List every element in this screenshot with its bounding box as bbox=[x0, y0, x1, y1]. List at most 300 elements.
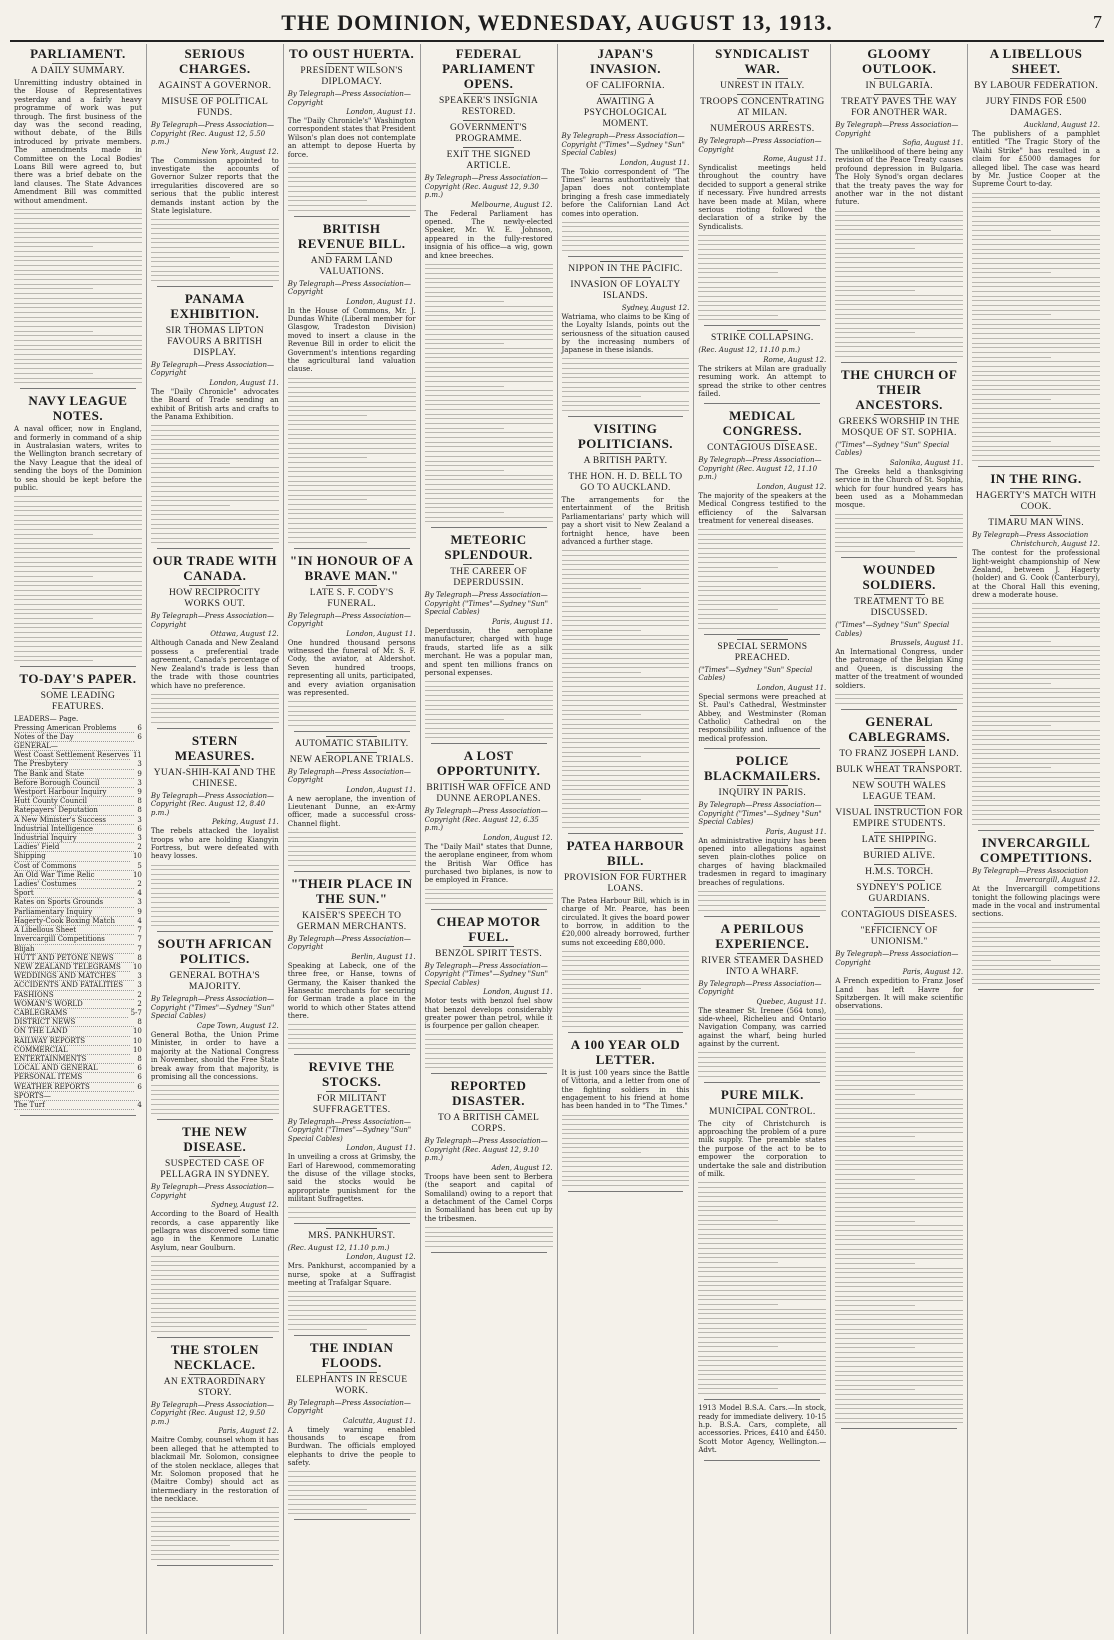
contents-page: 4 bbox=[137, 916, 142, 925]
article-place: London, August 11. bbox=[346, 629, 416, 638]
heading-rule bbox=[326, 736, 377, 737]
body-text-lines bbox=[151, 1256, 279, 1332]
contents-title: Hagerty-Cook Boxing Match bbox=[14, 917, 134, 926]
article-headline: TO OUST HUERTA. bbox=[289, 46, 415, 61]
article bbox=[972, 471, 1100, 825]
article-subheading: NEW AEROPLANE TRIALS. bbox=[289, 754, 414, 765]
contents-entry bbox=[14, 1018, 142, 1027]
article-place: London, August 11. bbox=[346, 297, 416, 306]
contents-page: 3 bbox=[137, 981, 142, 990]
article-dateline: By Telegraph—Press Association—Copyright bbox=[698, 137, 822, 154]
contents-title: Cost of Commons bbox=[14, 862, 134, 871]
article-place: Peking, August 11. bbox=[211, 818, 279, 827]
article-subheading: PRESIDENT WILSON'S DIPLOMACY. bbox=[300, 66, 403, 87]
contents-page: 6 bbox=[137, 1064, 142, 1073]
article-separator bbox=[704, 634, 820, 635]
heading-rule bbox=[189, 78, 240, 79]
article-separator bbox=[157, 931, 273, 932]
heading-rule bbox=[463, 946, 514, 947]
article-separator bbox=[20, 1115, 136, 1116]
article-subheading: THE HON. H. D. BELL TO GO TO AUCKLAND. bbox=[568, 472, 683, 494]
body-text-lines bbox=[562, 951, 690, 1027]
masthead-title: THE DOMINION, WEDNESDAY, AUGUST 13, 1913. bbox=[281, 10, 833, 35]
contents-title: GENERAL— bbox=[14, 742, 139, 751]
contents-title: Before Borough Council bbox=[14, 779, 134, 788]
article-separator bbox=[978, 466, 1094, 467]
contents-entry bbox=[14, 871, 142, 880]
body-text-lines bbox=[835, 694, 963, 704]
heading-rule bbox=[737, 1104, 788, 1105]
article-headline: THE INDIAN FLOODS. bbox=[310, 1339, 394, 1370]
article-body: The Patea Harbour Bill, which is in charge of Mr. Pearce, has been circulated. It gives the board power to borrow, in addition to the £20,000 already borrowed, further sums not exceeding £80,000. bbox=[561, 896, 690, 947]
article-separator bbox=[431, 743, 547, 744]
article bbox=[151, 1342, 279, 1560]
article-subheading: TROOPS CONCENTRATING AT MILAN. bbox=[700, 97, 825, 118]
heading-rule bbox=[52, 688, 103, 689]
article-place: Paris, August 12. bbox=[218, 1427, 279, 1436]
contents-entry bbox=[14, 760, 142, 769]
article-subheading: EXIT THE SIGNED ARTICLE. bbox=[446, 150, 531, 171]
body-text-lines bbox=[425, 1227, 553, 1247]
heading-rule bbox=[874, 94, 925, 95]
article-headline: STERN MEASURES. bbox=[174, 732, 255, 763]
article-subheading: BRITISH WAR OFFICE AND DUNNE AEROPLANES. bbox=[426, 783, 551, 805]
heading-rule bbox=[52, 63, 103, 64]
contents-entry bbox=[14, 724, 142, 733]
contents-page: 4 bbox=[137, 889, 142, 898]
article-dateline: By Telegraph—Press Association—Copyright ("Times"—Sydney "Sun" Special Cables) bbox=[561, 132, 685, 157]
article-separator bbox=[568, 833, 684, 834]
contents-title: DISTRICT NEWS bbox=[14, 1018, 134, 1027]
body-text-lines bbox=[288, 701, 416, 725]
heading-rule bbox=[326, 585, 377, 586]
article-headline: WOUNDED SOLDIERS. bbox=[862, 562, 936, 593]
article-place: New York, August 12. bbox=[201, 147, 279, 156]
contents-title: ON THE LAND bbox=[14, 1027, 130, 1036]
article-headline: "THEIR PLACE IN THE SUN." bbox=[290, 875, 413, 906]
article bbox=[14, 46, 142, 383]
article-place: Sydney, August 12. bbox=[211, 1201, 279, 1210]
contents-page: 10 bbox=[132, 870, 142, 879]
article bbox=[562, 261, 690, 411]
heading-rule bbox=[737, 440, 788, 441]
article-place: London, August 11. bbox=[483, 988, 553, 997]
contents-title: Invercargill Competitions bbox=[14, 935, 134, 944]
heading-rule bbox=[189, 585, 240, 586]
article-place: Berlin, August 11. bbox=[351, 952, 416, 961]
body-text-lines bbox=[151, 694, 279, 723]
heading-rule bbox=[326, 752, 377, 753]
body-text-lines bbox=[425, 681, 553, 738]
article-place: Sofia, August 11. bbox=[902, 139, 964, 147]
article-dateline: By Telegraph—Press Association—Copyright bbox=[287, 279, 411, 297]
article-separator bbox=[294, 1335, 410, 1336]
article bbox=[698, 1404, 826, 1454]
article-body: The majority of the speakers at the Medical Congress testified to the efficiency of the Salvarsan treatment for venereal diseases. bbox=[698, 491, 827, 526]
article bbox=[835, 46, 963, 357]
article-subheading: JURY FINDS FOR £500 DAMAGES. bbox=[985, 97, 1087, 118]
article-body: Deperdussin, the aeroplane manufacturer, charged with huge frauds, started life as a silk merchant. He was a popular man, and spent ten millions francs on personal expenses. bbox=[424, 626, 553, 677]
contents-entry bbox=[14, 797, 142, 806]
article bbox=[698, 753, 826, 910]
contents-entry bbox=[14, 917, 142, 926]
article bbox=[288, 736, 416, 866]
article-body: Special sermons were preached at St. Paul's Cathedral, Westminster Abbey, and Westminster (Roman Catholic) Cathedral on the responsibility and influence of the medical profession. bbox=[698, 692, 827, 743]
contents-page: 8 bbox=[137, 797, 142, 806]
article-dateline: By Telegraph—Press Association—Copyright ("Times"—Sydney "Sun" Special Cables) bbox=[698, 801, 822, 827]
article bbox=[835, 714, 963, 1423]
article-separator bbox=[431, 1073, 547, 1074]
article-subheading: SYDNEY'S POLICE GUARDIANS. bbox=[856, 883, 943, 905]
article-separator bbox=[704, 1082, 820, 1083]
article bbox=[151, 291, 279, 544]
heading-rule bbox=[600, 261, 651, 262]
article-place: Aden, August 12. bbox=[491, 1163, 553, 1172]
article-subheading: TO A BRITISH CAMEL CORPS. bbox=[438, 1113, 540, 1135]
article-place: London, August 11. bbox=[346, 108, 416, 116]
article-separator bbox=[157, 548, 273, 549]
article-headline: SYNDICALIST WAR. bbox=[715, 46, 810, 76]
heading-rule bbox=[1010, 488, 1061, 489]
article-subheading: NEW SOUTH WALES LEAGUE TEAM. bbox=[852, 781, 947, 803]
article-subheading: TO FRANZ JOSEPH LAND. bbox=[839, 749, 959, 760]
article-place: London, August 11. bbox=[756, 683, 827, 692]
article-body: Mrs. Pankhurst, accompanied by a nurse, spoke at a Suffragist meeting at Trafalgar Square. bbox=[287, 1262, 416, 1287]
heading-rule bbox=[874, 746, 925, 747]
article-subheading: STRIKE COLLAPSING. bbox=[711, 333, 814, 344]
article bbox=[288, 1228, 416, 1330]
body-text-lines bbox=[288, 1291, 416, 1330]
contents-title: HUTT AND PETONE NEWS bbox=[14, 954, 134, 963]
article-subheading: BULK WHEAT TRANSPORT. bbox=[836, 765, 963, 776]
contents-entry bbox=[14, 852, 142, 861]
article-subheading: BY LABOUR FEDERATION. bbox=[974, 81, 1099, 91]
article-body: The Federal Parliament has opened. The newly-elected Speaker, Mr. W. E. Johnson, appeared in the fully-restored insignia of his office—a wig, gown and knee breeches. bbox=[424, 209, 553, 260]
heading-rule bbox=[463, 564, 514, 565]
body-text-lines bbox=[151, 1085, 279, 1114]
article-subheading: INVASION OF LOYALTY ISLANDS. bbox=[570, 279, 681, 301]
heading-rule bbox=[874, 832, 925, 833]
article-separator bbox=[431, 1252, 547, 1253]
article-place: London, August 12. bbox=[483, 833, 553, 842]
article-separator bbox=[157, 1119, 273, 1120]
contents-entry bbox=[14, 981, 142, 990]
article-dateline: By Telegraph—Press Association—Copyright bbox=[835, 950, 959, 967]
article-separator bbox=[157, 728, 273, 729]
contents-title: West Coast Settlement Reserves bbox=[14, 751, 130, 760]
contents-page: 9 bbox=[137, 769, 142, 778]
column-grid bbox=[10, 44, 1104, 1634]
contents-title: LOCAL AND GENERAL bbox=[14, 1064, 134, 1073]
article-dateline: By Telegraph—Press Association—Copyright bbox=[698, 979, 822, 996]
contents-entry bbox=[14, 935, 142, 944]
article-headline: MEDICAL CONGRESS. bbox=[722, 408, 802, 439]
contents-title: A New Minister's Success bbox=[14, 816, 134, 825]
article-separator bbox=[157, 1337, 273, 1338]
heading-rule bbox=[1010, 78, 1061, 79]
heading-rule bbox=[326, 908, 377, 909]
article bbox=[562, 46, 690, 251]
article bbox=[425, 46, 553, 522]
article-subheading: BURIED ALIVE. bbox=[863, 851, 936, 862]
article-place: Brussels, August 11. bbox=[890, 639, 964, 648]
article-separator bbox=[841, 557, 957, 558]
column-5 bbox=[557, 44, 694, 1634]
article-body: The steamer St. Irenee (564 tons), side-wheel, Richelieu and Ontario Navigation Company, was carried against the wharf, being hurled against by the current. bbox=[698, 1006, 827, 1049]
contents-list bbox=[14, 724, 142, 1111]
contents-page: 6 bbox=[137, 824, 142, 833]
article-dateline: By Telegraph—Press Association—Copyright ("Times"—Sydney "Sun" Special Cables) bbox=[150, 995, 275, 1021]
article-headline: INVERCARGILL COMPETITIONS. bbox=[979, 834, 1093, 865]
article-subheading: AUTOMATIC STABILITY. bbox=[294, 738, 409, 749]
article-subheading: A DAILY SUMMARY. bbox=[31, 66, 125, 76]
contents-page: 10 bbox=[132, 962, 142, 971]
article bbox=[425, 914, 553, 1069]
body-text-lines bbox=[972, 603, 1100, 824]
article-place: Paris, August 12. bbox=[902, 968, 964, 977]
article-subheading: HAGERTY'S MATCH WITH COOK. bbox=[975, 490, 1097, 512]
contents-entry bbox=[14, 898, 142, 907]
contents-page: 3 bbox=[137, 815, 142, 824]
article-subheading: INQUIRY IN PARIS. bbox=[718, 788, 807, 799]
contents-entry bbox=[14, 862, 142, 871]
heading-rule bbox=[874, 864, 925, 865]
heading-rule bbox=[189, 323, 240, 324]
heading-rule bbox=[874, 848, 925, 849]
article-body: A French expedition to Franz Josef Land has left Havre for Spitzbergen. It will make scientific observations. bbox=[835, 977, 964, 1011]
article bbox=[288, 1059, 416, 1218]
article-headline: POLICE BLACKMAILERS. bbox=[703, 753, 821, 784]
article-body: In the House of Commons, Mr. J. Dundas White (Liberal member for Glasgow, Tradeston Division) moved to insert a clause in the Revenue Bill in order to elicit the Government's intentions regarding the agricultural land valuation clause. bbox=[287, 306, 416, 374]
heading-rule bbox=[189, 1374, 240, 1375]
heading-rule bbox=[737, 330, 788, 331]
article-headline: GENERAL CABLEGRAMS. bbox=[848, 714, 951, 745]
heading-rule bbox=[600, 94, 651, 95]
contents-entry bbox=[14, 880, 142, 889]
column-1 bbox=[10, 44, 146, 1634]
article-subheading: UNREST IN ITALY. bbox=[720, 81, 805, 91]
article bbox=[288, 876, 416, 1049]
heading-rule bbox=[874, 805, 925, 806]
article-dateline: By Telegraph—Press Association—Copyright ("Times"—Sydney "Sun" Special Cables) bbox=[424, 591, 549, 617]
article bbox=[972, 835, 1100, 985]
contents-page: 2 bbox=[137, 999, 142, 1008]
article-subheading: AWAITING A PSYCHOLOGICAL MOMENT. bbox=[583, 97, 667, 129]
contents-entry bbox=[14, 1055, 142, 1064]
heading-rule bbox=[189, 94, 240, 95]
article-headline: TO-DAY'S PAPER. bbox=[19, 671, 137, 687]
body-text-lines bbox=[288, 378, 416, 543]
article-dateline: ("Times"—Sydney "Sun" Special Cables) bbox=[835, 621, 950, 638]
article bbox=[288, 1340, 416, 1515]
heading-rule bbox=[737, 785, 788, 786]
article-body: The "Daily Chronicle's" Washington correspondent states that President Wilson's plan does not contemplate an attempt to depose Huerta by force. bbox=[287, 117, 416, 159]
column-4 bbox=[420, 44, 557, 1634]
article bbox=[972, 46, 1100, 461]
article-subheading: TREATMENT TO BE DISCUSSED. bbox=[854, 597, 945, 619]
contents-page: 8 bbox=[137, 953, 142, 962]
article-separator bbox=[294, 871, 410, 872]
article-headline: NAVY LEAGUE NOTES. bbox=[28, 393, 128, 424]
article bbox=[835, 562, 963, 704]
contents-title: RAILWAY REPORTS bbox=[14, 1037, 130, 1046]
contents-page: 11 bbox=[132, 751, 142, 760]
body-text-lines bbox=[14, 209, 142, 383]
article-place: Sydney, August 12. bbox=[621, 303, 690, 312]
contents-page: 7 bbox=[137, 935, 142, 944]
article-headline: BRITISH REVENUE BILL. bbox=[297, 220, 406, 251]
article-dateline: ("Times"—Sydney "Sun" Special Cables) bbox=[835, 440, 950, 458]
article-headline: SOUTH AFRICAN POLITICS. bbox=[157, 936, 273, 967]
body-text-lines bbox=[972, 922, 1100, 984]
body-text-lines bbox=[288, 1471, 416, 1514]
heading-rule bbox=[874, 414, 925, 415]
body-text-lines bbox=[698, 891, 826, 911]
article-separator bbox=[568, 1032, 684, 1033]
contents-entry bbox=[14, 779, 142, 788]
column-8 bbox=[967, 44, 1104, 1634]
article-place: London, August 12. bbox=[756, 482, 827, 491]
article-separator bbox=[20, 666, 136, 667]
article bbox=[425, 1078, 553, 1246]
contents-title: A Libellous Sheet bbox=[14, 926, 134, 935]
article-subheading: HOW RECIPROCITY WORKS OUT. bbox=[168, 588, 261, 610]
contents-title: Ladies' Costumes bbox=[14, 880, 134, 889]
contents-title: Industrial Inquiry bbox=[14, 834, 134, 843]
heading-rule bbox=[874, 907, 925, 908]
article-separator bbox=[704, 403, 820, 404]
body-text-lines bbox=[835, 211, 963, 357]
column-3 bbox=[283, 44, 420, 1634]
article bbox=[698, 330, 826, 398]
article-headline: CHEAP MOTOR FUEL. bbox=[436, 913, 541, 944]
contents-entry bbox=[14, 742, 142, 751]
article-place: Cape Town, August 12. bbox=[196, 1021, 279, 1030]
heading-rule bbox=[600, 469, 651, 470]
contents-entry bbox=[14, 1083, 142, 1092]
article bbox=[698, 921, 826, 1077]
article-subheading: LATE SHIPPING. bbox=[861, 835, 937, 846]
article-headline: A LIBELLOUS SHEET. bbox=[989, 46, 1083, 76]
article-dateline: By Telegraph—Press Association—Copyright (Rec. August 12, 8.40 p.m.) bbox=[150, 791, 275, 817]
article-body: The Greeks held a thanksgiving service in the Church of St. Sophia, which for four hundred years has been used as a Mohammedan mosque. bbox=[835, 467, 964, 510]
article-subheading: SIR THOMAS LIPTON FAVOURS A BRITISH DISPLAY. bbox=[165, 325, 264, 358]
contents-title: The Bank and State bbox=[14, 770, 134, 779]
column-6 bbox=[693, 44, 830, 1634]
article bbox=[698, 46, 826, 320]
article bbox=[562, 421, 690, 828]
contents-title: WEATHER REPORTS bbox=[14, 1083, 134, 1092]
contents-entry bbox=[14, 1092, 142, 1101]
contents-entry bbox=[14, 972, 142, 981]
article-place: Rome, August 11. bbox=[763, 155, 827, 163]
contents-page: 3 bbox=[137, 898, 142, 907]
article-dateline: By Telegraph—Press Association—Copyright (Rec. August 12, 5.50 p.m.) bbox=[150, 121, 275, 146]
contents-entry bbox=[14, 1000, 142, 1009]
heading-rule bbox=[737, 953, 788, 954]
heading-rule bbox=[1010, 94, 1061, 95]
article-separator bbox=[704, 325, 820, 326]
contents-page: 5 bbox=[137, 861, 142, 870]
contents-title: CABLEGRAMS bbox=[14, 1009, 128, 1018]
column-7 bbox=[830, 44, 967, 1634]
contents-page: 9 bbox=[137, 907, 142, 916]
contents-entry bbox=[14, 816, 142, 825]
heading-rule bbox=[874, 78, 925, 79]
article-dateline: By Telegraph—Press Association—Copyright bbox=[150, 1183, 275, 1200]
contents-page: 2 bbox=[137, 843, 142, 852]
article-body: The "Daily Mail" states that Dunne, the aeroplane engineer, from whom the British War Office has purchased two biplanes, is now to be employed in France. bbox=[424, 842, 553, 885]
contents-entry bbox=[14, 889, 142, 898]
article-headline: IN THE RING. bbox=[990, 470, 1082, 486]
article-subheading: CONTAGIOUS DISEASE. bbox=[707, 443, 818, 454]
article-body: At the Invercargill competitions tonight the following placings were made in the vocal and instrumental sections. bbox=[972, 885, 1100, 919]
article-headline: THE CHURCH OF THEIR ANCESTORS. bbox=[841, 366, 958, 412]
article-place: London, August 11. bbox=[346, 785, 416, 794]
contents-title: Industrial Intelligence bbox=[14, 825, 134, 834]
article-body: The contest for the professional light-weight championship of New Zealand, between J. Hagerty (holder) and G. Cook (Canterbury), at the Choral Hall this evening, drew a moderate house. bbox=[972, 549, 1100, 600]
article bbox=[698, 1087, 826, 1394]
contents-page: 8 bbox=[137, 806, 142, 815]
article-separator bbox=[841, 362, 957, 363]
article-subheading: SOME LEADING FEATURES. bbox=[40, 691, 116, 713]
article-body: The Tokio correspondent of "The Times" learns authoritatively that Japan does not contemplate bringing a fresh case immediately before the Californian Land Act comes into operation. bbox=[561, 167, 690, 218]
article-separator bbox=[294, 1223, 410, 1224]
heading-rule bbox=[600, 78, 651, 79]
heading-rule bbox=[326, 1372, 377, 1373]
heading-rule bbox=[600, 277, 651, 278]
article-subheading: TREATY PAVES THE WAY FOR ANOTHER WAR. bbox=[841, 97, 958, 118]
heading-rule bbox=[326, 1228, 377, 1229]
contents-page: 3 bbox=[137, 834, 142, 843]
article-body: LEADERS— Page. bbox=[14, 715, 79, 724]
heading-rule bbox=[874, 594, 925, 595]
article-separator bbox=[157, 1565, 273, 1566]
article-subheading: GREEKS WORSHIP IN THE MOSQUE OF ST. SOPHIA. bbox=[838, 416, 960, 438]
article-dateline: By Telegraph—Press Association—Copyright bbox=[150, 360, 275, 378]
article bbox=[288, 553, 416, 726]
heading-rule bbox=[874, 923, 925, 924]
article-body: Watriama, who claims to be King of the Loyalty Islands, points out the seriousness of the situation caused by the increasing numbers of Japanese in these islands. bbox=[561, 312, 690, 355]
page-number: 7 bbox=[1093, 12, 1102, 32]
body-text-lines bbox=[288, 1207, 416, 1217]
article-subheading: GOVERNMENT'S PROGRAMME. bbox=[450, 123, 528, 144]
article-separator bbox=[568, 416, 684, 417]
article-separator bbox=[841, 1428, 957, 1429]
body-text-lines bbox=[288, 1024, 416, 1048]
heading-rule bbox=[874, 778, 925, 779]
article-headline: SERIOUS CHARGES. bbox=[179, 46, 251, 76]
heading-rule bbox=[189, 968, 240, 969]
article-place: Quebec, August 11. bbox=[756, 997, 827, 1006]
contents-entry bbox=[14, 1009, 142, 1018]
contents-page: 6 bbox=[137, 732, 142, 741]
article-headline: "IN HONOUR OF A BRAVE MAN." bbox=[289, 552, 414, 583]
article-headline: THE STOLEN NECKLACE. bbox=[170, 1341, 259, 1372]
article-dateline: By Telegraph—Press Association—Copyright (Rec. August 12, 6.35 p.m.) bbox=[424, 807, 548, 833]
heading-rule bbox=[874, 762, 925, 763]
article-place: London, August 11. bbox=[209, 378, 279, 387]
contents-page: 8 bbox=[137, 1054, 142, 1063]
contents-page: 10 bbox=[132, 1036, 142, 1045]
article-dateline: ("Times"—Sydney "Sun" Special Cables) bbox=[698, 665, 813, 683]
article-place: London, August 11. bbox=[620, 158, 690, 167]
article-separator bbox=[568, 256, 684, 257]
body-text-lines bbox=[562, 550, 690, 828]
contents-entry bbox=[14, 1046, 142, 1055]
article-headline: A LOST OPPORTUNITY. bbox=[436, 748, 541, 779]
article bbox=[288, 46, 416, 211]
